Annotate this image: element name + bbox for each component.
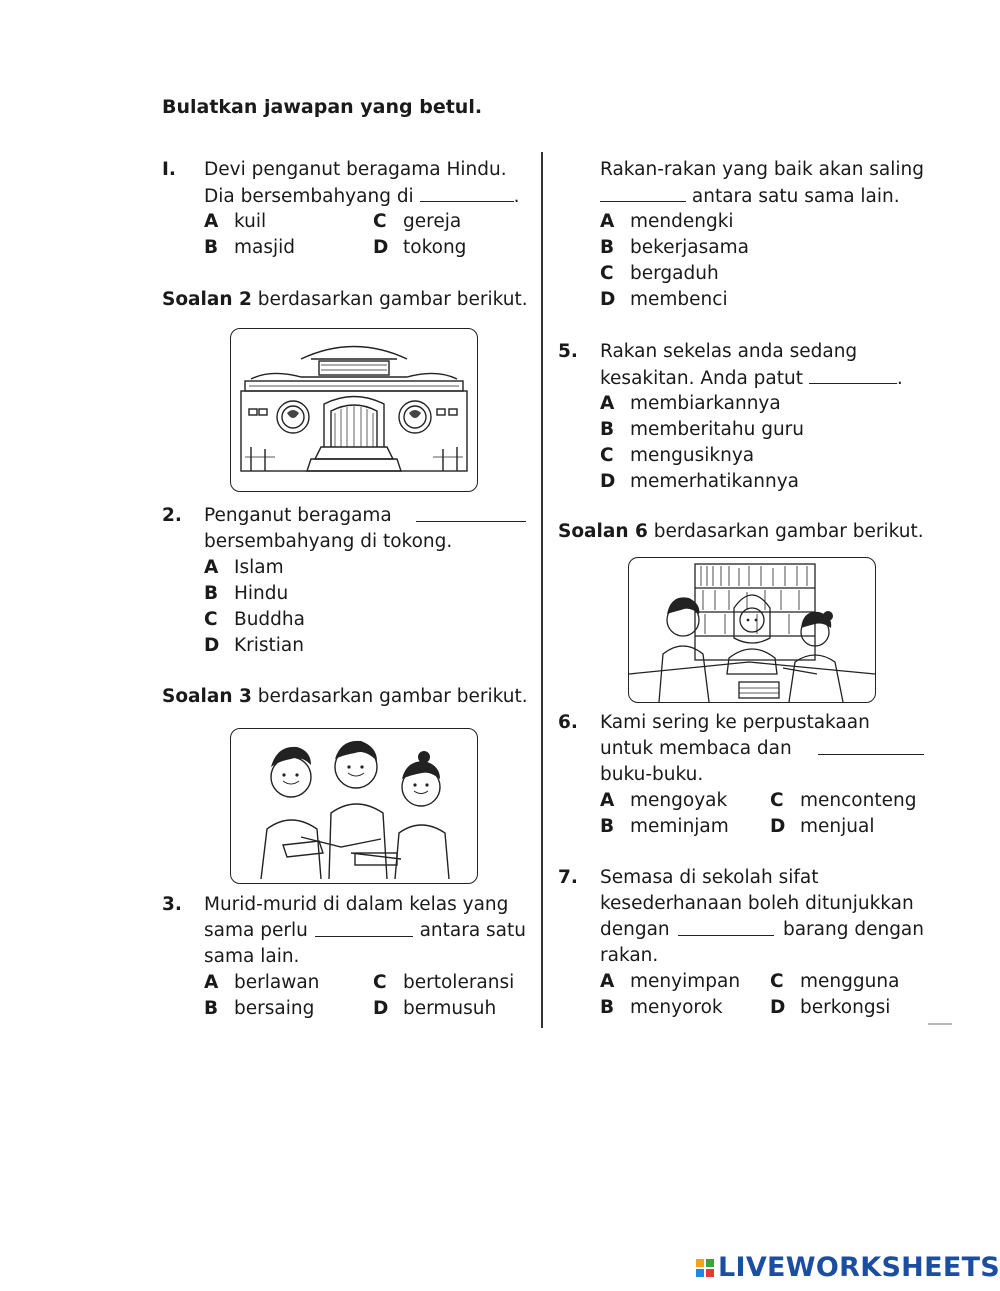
option-text: menyimpan — [630, 971, 741, 992]
option-text: mengoyak — [630, 790, 728, 811]
stimulus-bold: Soalan 6 — [558, 521, 648, 542]
q4-line2 — [600, 183, 900, 210]
option-text: mengusiknya — [630, 445, 755, 466]
q6-option-c[interactable] — [770, 788, 916, 814]
option-text: memberitahu guru — [630, 419, 805, 440]
logo-square — [696, 1269, 704, 1277]
q2-stimulus — [162, 287, 528, 313]
brand-name: LIVEWORKSHEETS — [718, 1252, 1000, 1283]
q6-answer-blank[interactable] — [818, 736, 924, 755]
q6-option-d[interactable] — [770, 814, 874, 840]
q7-option-d[interactable] — [770, 995, 890, 1021]
option-letter: C — [373, 211, 387, 232]
q1-line2 — [204, 183, 519, 210]
q1-option-a[interactable] — [204, 209, 266, 235]
option-text: berlawan — [234, 972, 320, 993]
option-letter: C — [204, 609, 218, 630]
q2-option-a[interactable] — [204, 555, 284, 581]
option-text: bertoleransi — [403, 972, 515, 993]
q3-line1 — [204, 892, 526, 918]
option-text: menconteng — [800, 790, 917, 811]
q6-option-b[interactable] — [600, 814, 729, 840]
option-letter: C — [600, 263, 614, 284]
liveworksheets-logo[interactable] — [696, 1252, 1000, 1283]
q6-line2 — [600, 736, 924, 762]
q6-number: 6. — [558, 712, 578, 733]
option-text: mengguna — [800, 971, 900, 992]
option-letter: B — [204, 998, 219, 1019]
q5-number: 5. — [558, 341, 578, 362]
q5-option-a[interactable] — [600, 391, 781, 417]
option-text: tokong — [403, 237, 467, 258]
option-text: bekerjasama — [630, 237, 749, 258]
q3-line3: sama lain. — [204, 946, 300, 967]
q1-answer-blank[interactable] — [420, 183, 514, 202]
option-text: bermusuh — [403, 998, 497, 1019]
option-letter: D — [204, 635, 220, 656]
q5-line1-text: Rakan sekelas anda sedang — [600, 341, 858, 362]
q7-line4: rakan. — [600, 945, 659, 966]
option-letter: C — [770, 971, 784, 992]
option-text: meminjam — [630, 816, 729, 837]
q3-line2-end: antara satu — [419, 920, 526, 941]
q7-option-c[interactable] — [770, 969, 899, 995]
option-letter: D — [770, 997, 786, 1018]
option-letter: C — [770, 790, 784, 811]
q3-number: 3. — [162, 894, 182, 915]
q4-option-b[interactable] — [600, 235, 749, 261]
q7-number: 7. — [558, 867, 578, 888]
option-letter: A — [600, 790, 615, 811]
q3-option-b[interactable] — [204, 996, 314, 1022]
q4-option-a[interactable] — [600, 209, 734, 235]
instruction-heading: Bulatkan jawapan yang betul. — [162, 96, 483, 118]
q5-option-d[interactable] — [600, 469, 799, 495]
stimulus-text: berdasarkan gambar berikut. — [653, 521, 924, 542]
q4-answer-blank[interactable] — [600, 183, 686, 202]
q1-line2-end: . — [513, 186, 520, 207]
option-text: Islam — [234, 557, 284, 578]
q5-line2-end: . — [896, 368, 903, 389]
q6-line1 — [600, 710, 924, 736]
q3-answer-blank[interactable] — [315, 918, 413, 937]
q7-line1 — [600, 865, 924, 891]
q5-answer-blank[interactable] — [809, 365, 897, 384]
option-letter: B — [204, 237, 219, 258]
q7-line3-start: dengan — [600, 919, 670, 940]
option-letter: A — [600, 971, 615, 992]
option-text: mendengki — [630, 211, 734, 232]
q3-stimulus — [162, 684, 528, 710]
q1-line1: Devi penganut beragama Hindu. — [204, 159, 507, 180]
q7-line3 — [600, 917, 924, 943]
option-letter: A — [204, 557, 219, 578]
option-text: Buddha — [234, 609, 305, 630]
q7-option-b[interactable] — [600, 995, 723, 1021]
option-text: menjual — [800, 816, 875, 837]
q3-option-c[interactable] — [373, 970, 514, 996]
library-illustration — [629, 558, 875, 702]
q6-line3: buku-buku. — [600, 764, 704, 785]
option-text: gereja — [403, 211, 462, 232]
option-text: masjid — [234, 237, 296, 258]
option-letter: B — [600, 237, 615, 258]
q6-option-a[interactable] — [600, 788, 727, 814]
q2-option-d[interactable] — [204, 633, 304, 659]
column-divider — [541, 152, 543, 1028]
q7-answer-blank[interactable] — [678, 917, 774, 936]
option-letter: B — [600, 997, 615, 1018]
option-text: berkongsi — [800, 997, 891, 1018]
q1-option-b[interactable] — [204, 235, 295, 261]
q4-line2-text: antara satu sama lain. — [691, 186, 900, 207]
option-text: memerhatikannya — [630, 471, 800, 492]
q3-option-d[interactable] — [373, 996, 496, 1022]
classmates-picture — [230, 728, 478, 884]
q5-option-c[interactable] — [600, 443, 754, 469]
option-letter: A — [600, 211, 615, 232]
temple-illustration — [231, 329, 477, 491]
q4-line1: Rakan-rakan yang baik akan saling — [600, 159, 925, 180]
stimulus-text: berdasarkan gambar berikut. — [257, 686, 528, 707]
q1-option-c[interactable] — [373, 209, 461, 235]
stimulus-text: berdasarkan gambar berikut. — [257, 289, 528, 310]
option-text: membenci — [630, 289, 728, 310]
option-text: menyorok — [630, 997, 723, 1018]
temple-picture — [230, 328, 478, 492]
option-text: bergaduh — [630, 263, 719, 284]
q2-line1-text: Penganut beragama — [204, 505, 392, 526]
q5-line2 — [600, 365, 903, 392]
q2-option-b[interactable] — [204, 581, 288, 607]
q7-line3-end: barang dengan — [782, 919, 924, 940]
q3-option-a[interactable] — [204, 970, 319, 996]
stimulus-bold: Soalan 2 — [162, 289, 252, 310]
q6-line2-text: untuk membaca dan — [600, 738, 792, 759]
option-letter: D — [373, 237, 389, 258]
option-letter: C — [600, 445, 614, 466]
q3-line1-text: Murid-murid di dalam kelas yang — [204, 894, 509, 915]
classmates-illustration — [231, 729, 477, 883]
option-text: Hindu — [234, 583, 289, 604]
q4-option-d[interactable] — [600, 287, 728, 313]
q3-line2-start: sama perlu — [204, 920, 308, 941]
option-text: kuil — [234, 211, 267, 232]
q7-line2: kesederhanaan boleh ditunjukkan — [600, 893, 914, 914]
option-text: membiarkannya — [630, 393, 781, 414]
q6-line1-text: Kami sering ke perpustakaan — [600, 712, 870, 733]
scan-mark — [928, 1023, 952, 1025]
logo-squares-icon — [696, 1259, 714, 1277]
option-letter: B — [204, 583, 219, 604]
option-text: Kristian — [234, 635, 304, 656]
option-letter: A — [600, 393, 615, 414]
q1-option-d[interactable] — [373, 235, 466, 261]
logo-square — [706, 1269, 714, 1277]
q2-answer-blank[interactable] — [416, 503, 526, 522]
q2-line1 — [204, 503, 526, 529]
option-letter: B — [600, 816, 615, 837]
stimulus-bold: Soalan 3 — [162, 686, 252, 707]
q4-option-c[interactable] — [600, 261, 719, 287]
logo-square — [706, 1259, 714, 1267]
q3-line2 — [204, 918, 526, 944]
option-letter: A — [204, 972, 219, 993]
q5-line1 — [600, 339, 924, 365]
q7-line1-text: Semasa di sekolah sifat — [600, 867, 819, 888]
option-letter: C — [373, 972, 387, 993]
q1-number: I. — [162, 159, 176, 180]
logo-square — [696, 1259, 704, 1267]
q2-option-c[interactable] — [204, 607, 305, 633]
option-letter: B — [600, 419, 615, 440]
q5-option-b[interactable] — [600, 417, 804, 443]
option-letter: D — [770, 816, 786, 837]
q6-stimulus — [558, 519, 924, 545]
library-picture — [628, 557, 876, 703]
q2-line2: bersembahyang di tokong. — [204, 531, 453, 552]
option-letter: D — [373, 998, 389, 1019]
q2-number: 2. — [162, 505, 182, 526]
option-text: bersaing — [234, 998, 315, 1019]
q5-line2-text: kesakitan. Anda patut — [600, 368, 803, 389]
q7-option-a[interactable] — [600, 969, 740, 995]
q1-line2-text: Dia bersembahyang di — [204, 186, 414, 207]
option-letter: D — [600, 471, 616, 492]
option-letter: A — [204, 211, 219, 232]
option-letter: D — [600, 289, 616, 310]
